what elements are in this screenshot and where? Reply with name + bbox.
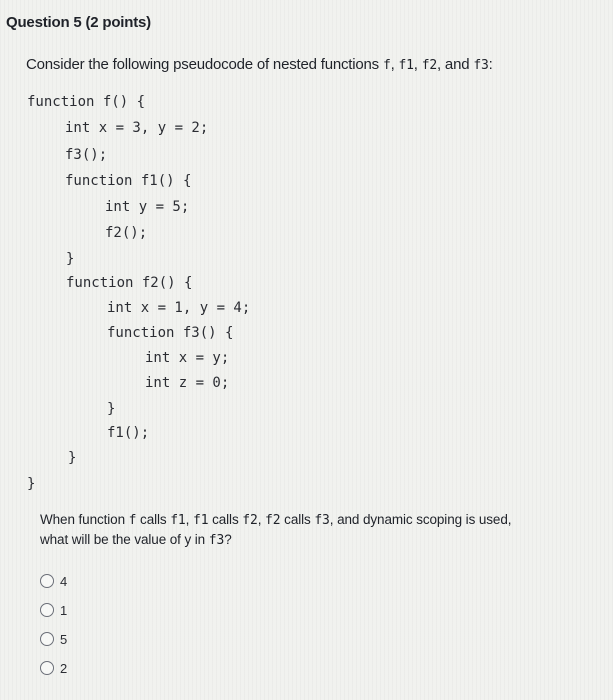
option-label: 1 <box>60 602 68 618</box>
option-label: 4 <box>60 573 68 589</box>
prompt-end: : <box>488 56 493 73</box>
question-title: Question 5 (2 points) <box>6 14 151 31</box>
code-line: } <box>68 450 77 466</box>
radio-button[interactable] <box>40 603 54 617</box>
body-func: f <box>128 513 137 528</box>
code-line: } <box>27 476 36 492</box>
option-label: 2 <box>60 660 68 676</box>
code-line: function f() { <box>27 94 146 110</box>
answer-option-4[interactable] <box>40 570 67 592</box>
body-text: When function <box>40 512 129 527</box>
code-line: f1(); <box>107 425 150 441</box>
prompt-func-f3: f3 <box>473 58 489 73</box>
code-line: int y = 5; <box>105 199 190 215</box>
option-label: 5 <box>60 631 68 647</box>
body-func: f3 <box>314 513 330 528</box>
radio-button[interactable] <box>40 661 54 675</box>
code-line: int x = 1, y = 4; <box>107 300 251 316</box>
body-text: calls <box>280 512 315 527</box>
code-line: } <box>66 251 75 267</box>
prompt-func-f1: f1 <box>398 58 414 73</box>
answer-option-1[interactable] <box>40 599 67 621</box>
body-text: , <box>185 512 193 527</box>
body-func: f1 <box>192 513 209 528</box>
code-line: int x = 3, y = 2; <box>65 120 209 136</box>
prompt-sep: , <box>413 56 422 73</box>
code-line: function f2() { <box>66 275 193 291</box>
answer-option-5[interactable] <box>40 628 67 650</box>
question-body <box>40 510 580 550</box>
body-func: f1 <box>170 513 186 528</box>
prompt-func-f: f <box>382 58 391 73</box>
code-line: f3(); <box>65 147 108 163</box>
code-line: int z = 0; <box>145 375 230 391</box>
answer-option-2[interactable] <box>40 657 67 679</box>
radio-button[interactable] <box>40 574 54 588</box>
code-line: } <box>107 401 116 417</box>
body-func: f3 <box>208 533 225 548</box>
prompt-sep: , and <box>437 56 474 73</box>
body-text: calls <box>136 512 171 527</box>
code-line: f2(); <box>105 225 148 241</box>
body-func: f2 <box>265 513 281 528</box>
question-prompt <box>26 56 493 73</box>
body-text: , and dynamic scoping is used, <box>329 512 512 527</box>
body-text: ? <box>224 532 232 547</box>
radio-button[interactable] <box>40 632 54 646</box>
body-func: f2 <box>242 513 258 528</box>
prompt-text: Consider the following pseudocode of nested functions <box>26 56 383 73</box>
body-text: calls <box>208 512 243 527</box>
prompt-sep: , <box>390 56 399 73</box>
prompt-func-f2: f2 <box>421 58 437 73</box>
body-text: , <box>257 512 266 527</box>
code-line: function f1() { <box>65 173 192 189</box>
code-line: int x = y; <box>145 350 230 366</box>
body-text: what will be the value of y in <box>40 532 209 547</box>
code-line: function f3() { <box>107 325 234 341</box>
